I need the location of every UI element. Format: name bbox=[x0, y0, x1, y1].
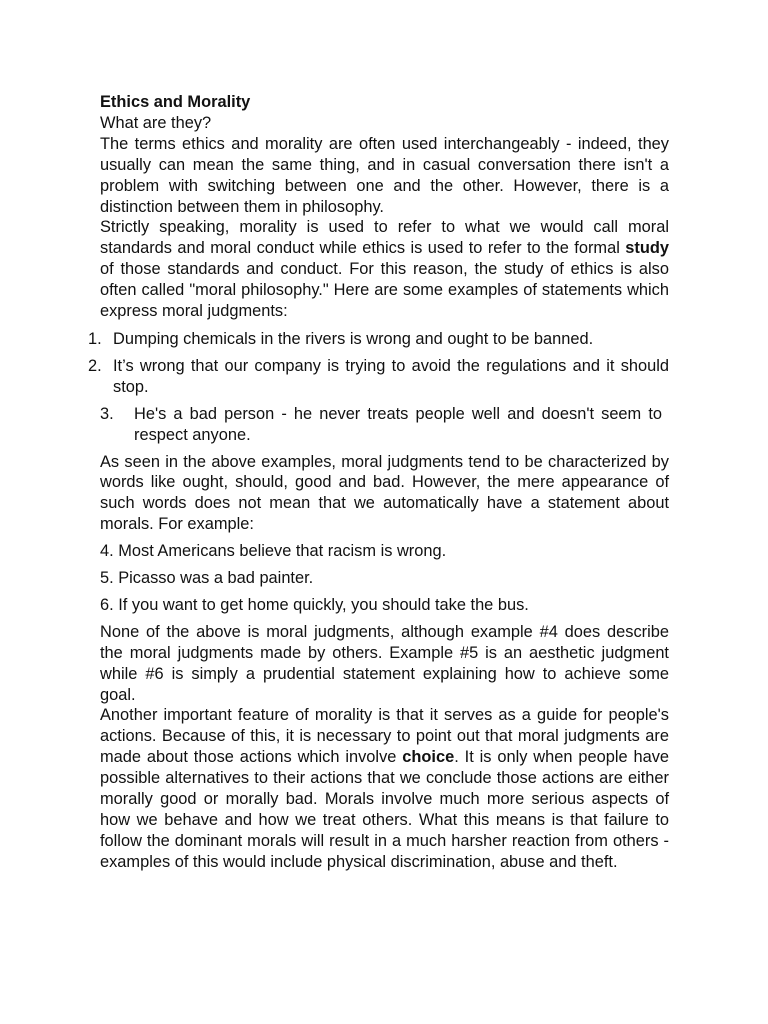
choice-paragraph bbox=[100, 705, 669, 872]
list-item-number: 3. bbox=[100, 404, 114, 423]
choice-text-end: . It is only when people have possible alternatives to their actions that we conclude those actions are either morally good or morally bad. Morals involve much more serious aspects of how we behave and how we treat others. What this means is that failure to follow the dominant morals will result in a much harsher reaction from others - examples of this would include physical discrimination, abuse and theft. bbox=[100, 748, 669, 871]
emphasis-study: study bbox=[625, 239, 669, 258]
list-item-indented bbox=[100, 404, 669, 446]
non-moral-examples-list bbox=[100, 541, 669, 616]
list-item-number: 2. bbox=[88, 356, 102, 375]
moral-judgment-examples-list bbox=[88, 329, 669, 398]
definition-text-end: of those standards and conduct. For this reason, the study of ethics is also often called "moral philosophy." Here are some examples of statements which express moral judgments: bbox=[100, 260, 669, 321]
list-item bbox=[88, 329, 669, 350]
definition-text-start: Strictly speaking, morality is used to refer to what we would call moral standards and moral conduct while ethics is used to refer to the formal bbox=[100, 218, 669, 258]
list-item bbox=[88, 356, 669, 398]
list-item-text: Dumping chemicals in the rivers is wrong and ought to be banned. bbox=[113, 329, 594, 348]
analysis-paragraph: As seen in the above examples, moral judgments tend to be characterized by words like ought, should, good and bad. However, the mere appearance of such words does not mean that we automatically have a statement about morals. For example: bbox=[100, 452, 669, 534]
emphasis-choice: choice bbox=[402, 748, 455, 767]
document-title: Ethics and Morality bbox=[100, 93, 251, 111]
explanation-paragraph: None of the above is moral judgments, although example #4 does describe the moral judgments made by others. Example #5 is an aesthetic judgment while #6 is simply a prudential statement explaining how to achieve some goal. bbox=[100, 622, 669, 704]
definition-paragraph bbox=[100, 217, 669, 322]
choice-text-start: Another important feature of morality is that it serves as a guide for people's actions. Because of this, it is necessary to point out that moral judgments are made about those actions which involve bbox=[100, 706, 669, 767]
intro-paragraph: The terms ethics and morality are often used interchangeably - indeed, they usually can mean the same thing, and in casual conversation there isn't a problem with switching between one and the other. However, there is a distinction between them in philosophy. bbox=[100, 134, 669, 216]
list-item-text: It’s wrong that our company is trying to avoid the regulations and it should stop. bbox=[113, 356, 669, 396]
list-item-text: He's a bad person - he never treats people well and doesn't seem to respect anyone. bbox=[134, 404, 662, 444]
list-item: 4. Most Americans believe that racism is wrong. bbox=[100, 542, 447, 561]
list-item: 5. Picasso was a bad painter. bbox=[100, 569, 314, 588]
list-item-number: 1. bbox=[88, 329, 102, 348]
document-body bbox=[88, 92, 669, 873]
document-subtitle: What are they? bbox=[100, 113, 212, 132]
list-item: 6. If you want to get home quickly, you should take the bus. bbox=[100, 595, 529, 614]
